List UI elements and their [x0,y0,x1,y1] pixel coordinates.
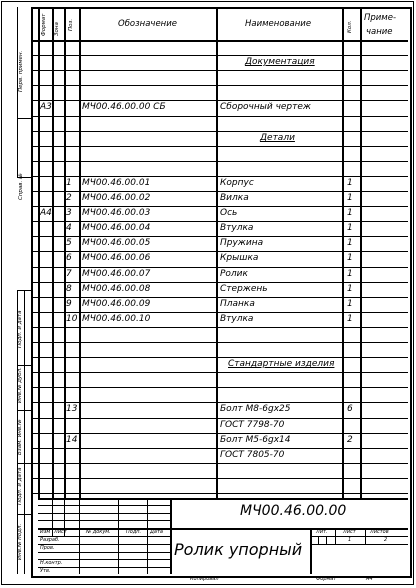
stamp-utv: Утв. [40,568,51,574]
row-qty: 1 [347,299,353,309]
row-separator [31,221,408,222]
row-name: Втулка [220,314,254,324]
row-name: Крышка [220,253,259,263]
row-separator [31,55,408,56]
row-separator [31,342,408,343]
stamp-col-doc: № докум. [86,529,111,535]
row-separator [31,387,408,388]
side-label-vzam-inv: Взам. инв.№ [17,419,23,455]
row-separator [31,85,408,86]
row-format: А4 [40,208,52,218]
row-separator [31,463,408,464]
row-pos: 10 [66,314,78,324]
header-qty: Кол. [347,20,353,33]
row-separator [31,402,408,403]
row-section-title: Детали [260,133,295,143]
header-format: Формат [41,13,47,36]
row-qty: 1 [347,223,353,233]
row-designation: МЧ00.46.00.02 [82,193,151,203]
row-designation: МЧ00.46.00.03 [82,208,151,218]
row-separator [31,191,408,192]
row-designation: МЧ00.46.00.04 [82,223,151,233]
row-separator [31,372,408,373]
row-pos: 6 [66,253,72,263]
row-pos: 8 [66,284,72,294]
side-label-perv-primen: Перв. примен. [18,50,24,92]
row-name: Пружина [220,238,264,248]
row-separator [31,297,408,298]
stamp-listov-value: 2 [384,537,388,543]
row-separator [31,267,408,268]
stamp-col-data: Дата [150,529,163,535]
row-pos: 2 [66,193,72,203]
row-qty: 1 [347,208,353,218]
footer-format-value: А4 [366,576,373,582]
row-name: Стержень [220,284,268,294]
row-pos: 4 [66,223,72,233]
row-pos: 14 [66,435,78,445]
side-label-inv-podl: Инв.№ подл. [17,523,23,560]
row-designation: МЧ00.46.00.01 [82,178,151,188]
row-separator [31,448,408,449]
row-pos: 3 [66,208,72,218]
row-designation: МЧ00.46.00.07 [82,269,151,279]
row-separator [31,251,408,252]
row-name: Сборочный чертеж [220,102,312,112]
stamp-code: МЧ00.46.00.00 [240,503,347,519]
row-separator [31,327,408,328]
row-qty: 2 [347,435,353,445]
row-name: ГОСТ 7805-70 [220,450,285,460]
stamp-title: Ролик упорный [174,540,303,559]
header-note-2: чание [366,27,393,37]
stamp-list-value: 1 [348,537,352,543]
header-note-1: Приме- [364,13,397,23]
row-separator [31,236,408,237]
row-separator [31,161,408,162]
stamp-n-kontr: Н.контр. [40,560,63,566]
header-pos: Поз. [68,18,74,31]
side-label-podp-data-2: Подп. и дата [17,467,23,505]
row-separator [31,312,408,313]
header-name: Наименование [245,19,312,29]
header-designation: Обозначение [118,19,177,29]
header-zone: Зона [54,22,60,36]
row-separator [31,176,408,177]
row-pos: 13 [66,404,78,414]
row-separator [31,418,408,419]
row-designation: МЧ00.46.00.09 [82,299,151,309]
row-separator [31,131,408,132]
row-name: Планка [220,299,255,309]
row-name: Ролик [220,269,248,279]
row-qty: 1 [347,178,353,188]
row-separator [31,146,408,147]
row-section-title: Стандартные изделия [228,359,335,369]
row-separator [31,206,408,207]
row-separator [31,100,408,101]
row-name: Болт М8-6gх25 [220,404,291,414]
row-separator [31,116,408,117]
stamp-col-izm: Изм [40,529,51,535]
row-designation: МЧ00.46.00.10 [82,314,151,324]
row-designation: МЧ00.46.00.06 [82,253,151,263]
row-qty: 1 [347,284,353,294]
row-pos: 9 [66,299,72,309]
stamp-listov: Листов [370,529,389,535]
side-label-sprav-no: Справ. № [18,173,24,200]
row-qty: 1 [347,238,353,248]
row-name: Втулка [220,223,254,233]
row-name: Ось [220,208,238,218]
row-separator [31,357,408,358]
row-qty: 1 [347,253,353,263]
stamp-lit: Лит. [316,529,328,535]
stamp-col-list: Лист [54,529,67,535]
row-separator [31,478,408,479]
footer-kopiroval: Копировал [190,576,219,582]
side-label-podp-data-1: Подп. и дата [17,310,23,348]
row-name: Болт М5-6gх14 [220,435,291,445]
row-separator [31,493,408,494]
row-pos: 7 [66,269,72,279]
row-section-title: Документация [245,57,315,67]
row-separator [31,282,408,283]
row-separator [31,70,408,71]
stamp-prov: Пров. [40,545,55,551]
stamp-col-podp: Подп. [126,529,142,535]
row-format: А3 [40,102,52,112]
row-designation: МЧ00.46.00.05 [82,238,151,248]
stamp-list: Лист [343,529,356,535]
row-designation: МЧ00.46.00.00 СБ [82,102,166,112]
row-pos: 5 [66,238,72,248]
row-qty: 6 [347,404,353,414]
row-qty: 1 [347,269,353,279]
row-qty: 1 [347,314,353,324]
row-name: Корпус [220,178,254,188]
row-name: Вилка [220,193,249,203]
stamp-razrab: Разраб. [40,537,60,543]
row-separator [31,433,408,434]
row-pos: 1 [66,178,72,188]
footer-format: Формат [316,576,337,582]
side-label-inv-dubl: Инв.№ дубл. [17,367,23,403]
row-qty: 1 [347,193,353,203]
row-name: ГОСТ 7798-70 [220,420,285,430]
row-designation: МЧ00.46.00.08 [82,284,151,294]
